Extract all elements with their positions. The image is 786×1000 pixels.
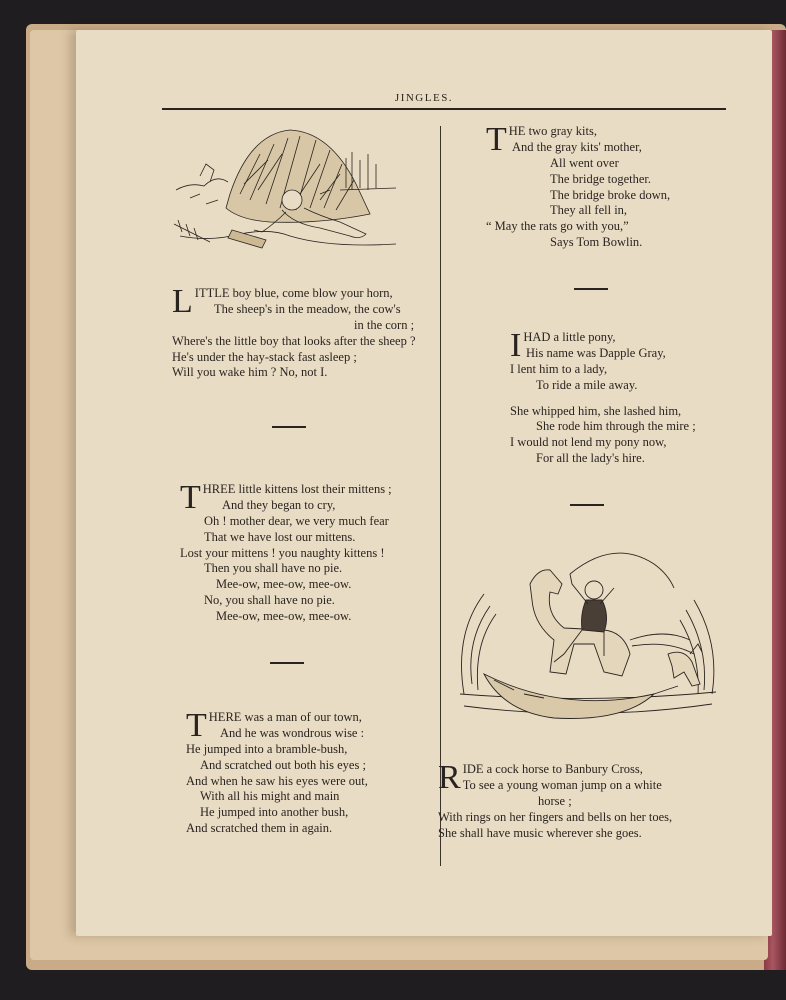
poem-line: I would not lend my pony now, <box>510 435 667 450</box>
poem-line: She rode him through the mire ; <box>536 419 696 434</box>
drop-cap: I <box>510 327 522 364</box>
poem-line: IDE a cock horse to Banbury Cross, <box>462 762 643 776</box>
poem-line: Will you wake him ? No, not I. <box>172 365 328 380</box>
poem-line: To see a young woman jump on a white <box>462 777 662 792</box>
poem-two-gray-kits <box>486 121 671 251</box>
poem-line: To ride a mile away. <box>536 377 638 392</box>
section-rule <box>570 504 604 506</box>
poem-line: The bridge broke down, <box>550 187 671 202</box>
running-head: JINGLES. <box>394 92 454 104</box>
column-divider <box>440 126 441 866</box>
poem-line: Where's the little boy that looks after the sheep ? <box>172 333 416 348</box>
poem-line: Mee-ow, mee-ow, mee-ow. <box>216 608 352 623</box>
poem-line: ITTLE boy blue, come blow your horn, <box>194 286 393 300</box>
poem-line: His name was Dapple Gray, <box>526 345 666 360</box>
poem-line: “ May the rats go with you,” <box>486 219 629 234</box>
boy-on-rocking-horse-illustration <box>454 544 722 732</box>
poem-line: And the gray kits' mother, <box>512 139 642 154</box>
poem-line: And they began to cry, <box>222 497 336 512</box>
poem-line: She whipped him, she lashed him, <box>510 403 682 418</box>
poem-dapple-gray-pony <box>510 327 696 467</box>
poem-man-of-our-town <box>186 707 368 837</box>
poem-line: The sheep's in the meadow, the cow's <box>214 301 401 316</box>
poem-line: The bridge together. <box>550 171 652 186</box>
poem-line: With rings on her fingers and bells on her toes, <box>438 809 673 824</box>
poem-line: And he was wondrous wise : <box>220 725 365 740</box>
poem-line: HERE was a man of our town, <box>208 710 362 724</box>
section-rule <box>272 426 306 428</box>
drop-cap: T <box>186 707 207 744</box>
poem-line: With all his might and main <box>200 789 340 804</box>
header-rule <box>162 108 726 110</box>
book-page <box>76 30 772 936</box>
section-rule <box>574 288 608 290</box>
poem-three-little-kittens <box>180 479 392 625</box>
poem-line: HE two gray kits, <box>508 124 597 138</box>
poem-line: For all the lady's hire. <box>536 450 645 465</box>
poem-line: HAD a little pony, <box>523 330 616 344</box>
boy-asleep-haystack-illustration <box>170 124 406 254</box>
poem-little-boy-blue <box>172 283 416 381</box>
drop-cap: T <box>180 479 201 516</box>
drop-cap: T <box>486 121 507 158</box>
poem-line: Mee-ow, mee-ow, mee-ow. <box>216 577 352 592</box>
poem-line: No, you shall have no pie. <box>204 592 335 607</box>
poem-line: That we have lost our mittens. <box>204 529 356 544</box>
poem-banbury-cross <box>438 759 673 841</box>
poem-line: He's under the hay-stack fast asleep ; <box>172 349 357 364</box>
poem-line: They all fell in, <box>550 203 628 218</box>
poem-line: Oh ! mother dear, we very much fear <box>204 514 389 528</box>
poem-line: And when he saw his eyes were out, <box>186 773 368 788</box>
poem-line: horse ; <box>538 794 572 808</box>
section-rule <box>270 662 304 664</box>
poem-line: He jumped into a bramble-bush, <box>186 742 348 756</box>
poem-line: And scratched out both his eyes ; <box>200 757 366 772</box>
poem-line: Says Tom Bowlin. <box>550 234 643 249</box>
poem-line: HREE little kittens lost their mittens ; <box>202 482 392 496</box>
poem-line: He jumped into another bush, <box>200 805 349 820</box>
poem-line: All went over <box>550 156 619 170</box>
poem-line: She shall have music wherever she goes. <box>438 825 642 840</box>
poem-line: Then you shall have no pie. <box>204 561 343 576</box>
poem-line: in the corn ; <box>354 318 415 332</box>
poem-line: Lost your mittens ! you naughty kittens ! <box>180 545 385 560</box>
drop-cap: R <box>438 759 461 796</box>
drop-cap: L <box>172 283 193 320</box>
poem-line: And scratched them in again. <box>186 820 333 835</box>
poem-line: I lent him to a lady, <box>510 362 608 376</box>
